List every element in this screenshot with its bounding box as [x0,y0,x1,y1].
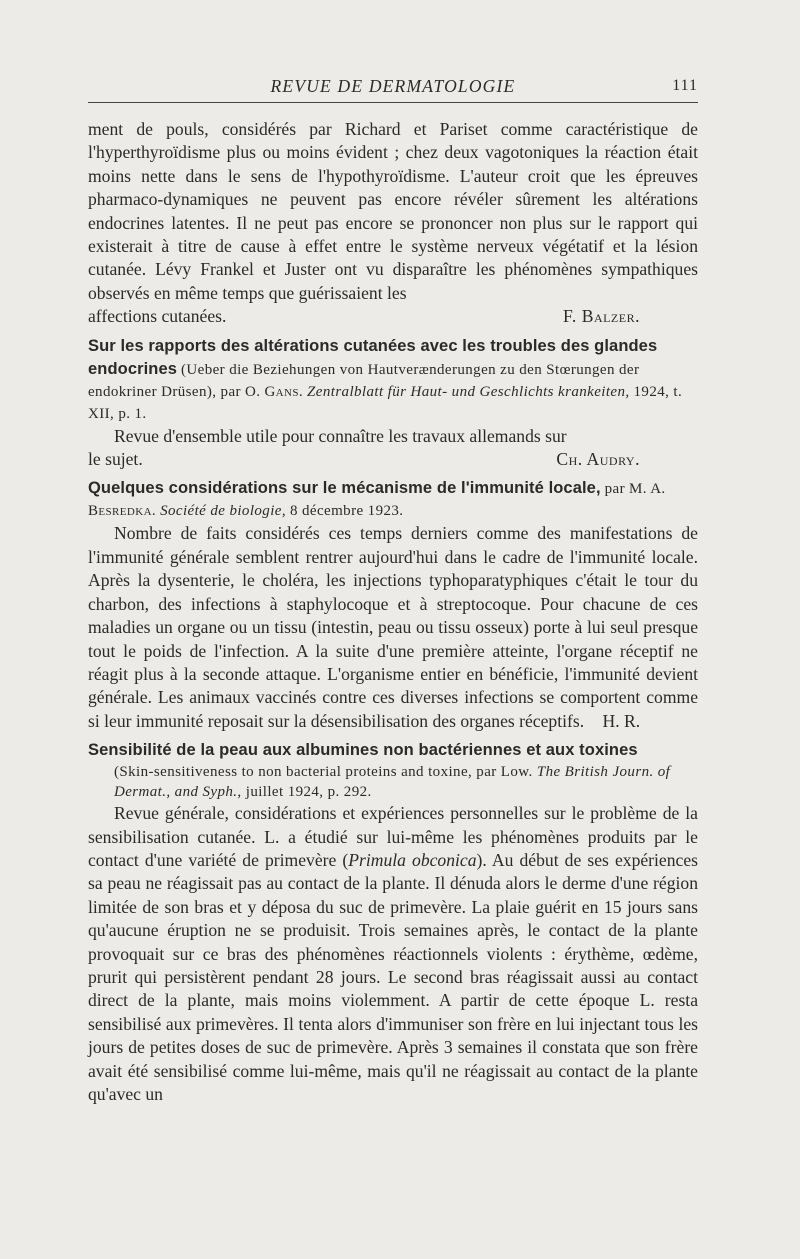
article2-title: Sur les rapports des altérations cutanées avec les troubles des glandes endocrines [88,336,658,378]
article3-text [88,522,698,733]
article4-species: Primula obconica [348,849,477,870]
article2-citation-author: Gans [264,383,299,400]
article1-last-line: affections cutanées. [88,306,227,327]
article3-citation-tail: 8 décembre 1923. [289,503,404,520]
page-header [88,76,698,106]
article4-text [88,802,698,1106]
article2-citation: (Ueber die Beziehungen von Hautverænderungen zu den Stœrungen der endokriner Drüsen), par O. [88,361,640,400]
article1-text: ment de pouls, considérés par Richard et Pariset comme caractéristique de l'hyperthyroïdisme plus ou moins évident ; chez deux vagotoniques la réaction était moins nette dans le sens de l'hypothyroïdisme. L'auteur croit que les épreuves pharmaco-dynamiques ne peuvent pas encore révéler sûrement les altérations endocrines latentes. Il ne peut pas encore se prononcer non plus sur le rapport qui existerait à titre de cause à effet entre le système nerveux végétatif et la lésion cutanée. Lévy Frankel et Juster ont vu disparaître les phénomènes sympathiques observés en même temps que guérissaient les [88,119,698,303]
article4-title: Sensibilité de la peau aux albumines non bactériennes et aux toxines [88,741,638,760]
article2-closing [88,448,698,471]
article3-body: Nombre de faits considérés ces temps derniers comme des manifestations de l'immunité générale semblent rentrer aujourd'hui dans le cadre de l'immunité locale. Après la dysenterie, le choléra, les injections typhoparatyphiques c'était le tour du charbon, des infections à staphylocoque et à streptocoque. Pour chacune de ces maladies un organe ou un tissu (intestin, peau ou tissu osseux) porte à lui seul presque tout le poids de l'infection. A la suite d'une première atteinte, l'organe réceptif ne réagit plus à la seconde attaque. L'organisme entier en bénéficie, l'immunité devient générale. Les animaux vaccinés contre ces diverses infections se comportent comme si leur immunité reposait sur la désensibilisation des organes réceptifs. [88,523,698,731]
article4-text-a: Revue générale, considérations et expériences personnelles sur le problème de la sensibilisation cutanée. L. a étudié sur lui-même les phénomènes produits par le contact d'une variété de primevère ( [88,803,698,870]
article3-heading [88,477,698,522]
article4-citation: (Skin-sensitiveness to non bacterial proteins and toxine, par Low. [114,764,533,781]
page-body [88,118,698,1106]
article3-title: Quelques considérations sur le mécanisme de l'immunité locale, [88,479,601,498]
article2-citation-journal: Zentralblatt für Haut- und Geschlichts krankeiten, [307,383,630,400]
article1-closing [88,305,698,328]
article4-citation-block [88,762,698,802]
article4-citation-tail: juillet 1924, p. 292. [245,784,372,801]
page-number: 111 [672,77,698,94]
running-title: REVUE DE DERMATOLOGIE [270,76,516,96]
article3-citation-journal: Société de biologie, [160,503,286,520]
header-rule [88,102,698,103]
article2-text: Revue d'ensemble utile pour connaître les travaux allemands sur [114,425,567,446]
article4-citation-journal: The British Journ. of Dermat., and Syph., [114,764,671,801]
article3-signature: H. R. [602,710,641,731]
article2-signature: Ch. Audry. [556,449,640,470]
article3-title-par: par [604,481,625,498]
article4-heading [88,739,698,762]
article1-signature: F. Balzer. [563,306,640,327]
article2-citation-tail: 1924, t. XII, p. 1. [88,383,683,422]
article2-last-line: le sujet. [88,449,143,470]
article3-citation-author: M. A. Besredka. [88,481,666,520]
article4-text-b: ). Au début de ses expériences sa peau ne réagissait pas au contact de la plante. Il dénuda alors le derme d'une région limitée de son bras et y déposa du suc de primevère. La plaie guérit en 15 jours sans qu'aucune éruption ne se produisit. Trois semaines après, le contact de la plante provoquait sur ce bras des phénomènes réactionnels violents : érythème, œdème, prurit qui persistèrent pendant 28 jours. Le second bras réagissait aussi au contact direct de la plante, mais moins violemment. A partir de cette époque L. resta sensibilisé aux primevères. Il tenta alors d'immuniser son frère en lui injectant tous les jours de petites doses de suc de primevère. Après 3 semaines il constata que son frère avait été sensibilisé comme lui-même, mais qu'il ne réagissait au contact de la plante qu'avec un [88,849,699,1104]
article2-heading: Sur les rapports des altérations cutanées avec les troubles des glandes endocrines (Ueber die Beziehungen von Hautverænderungen zu den Stœrungen der endokriner Drüsen), par O. Gans. Zentralblatt für Haut- und Geschlichts krankeiten, 1924, t. XII, p. 1. [88,336,683,422]
